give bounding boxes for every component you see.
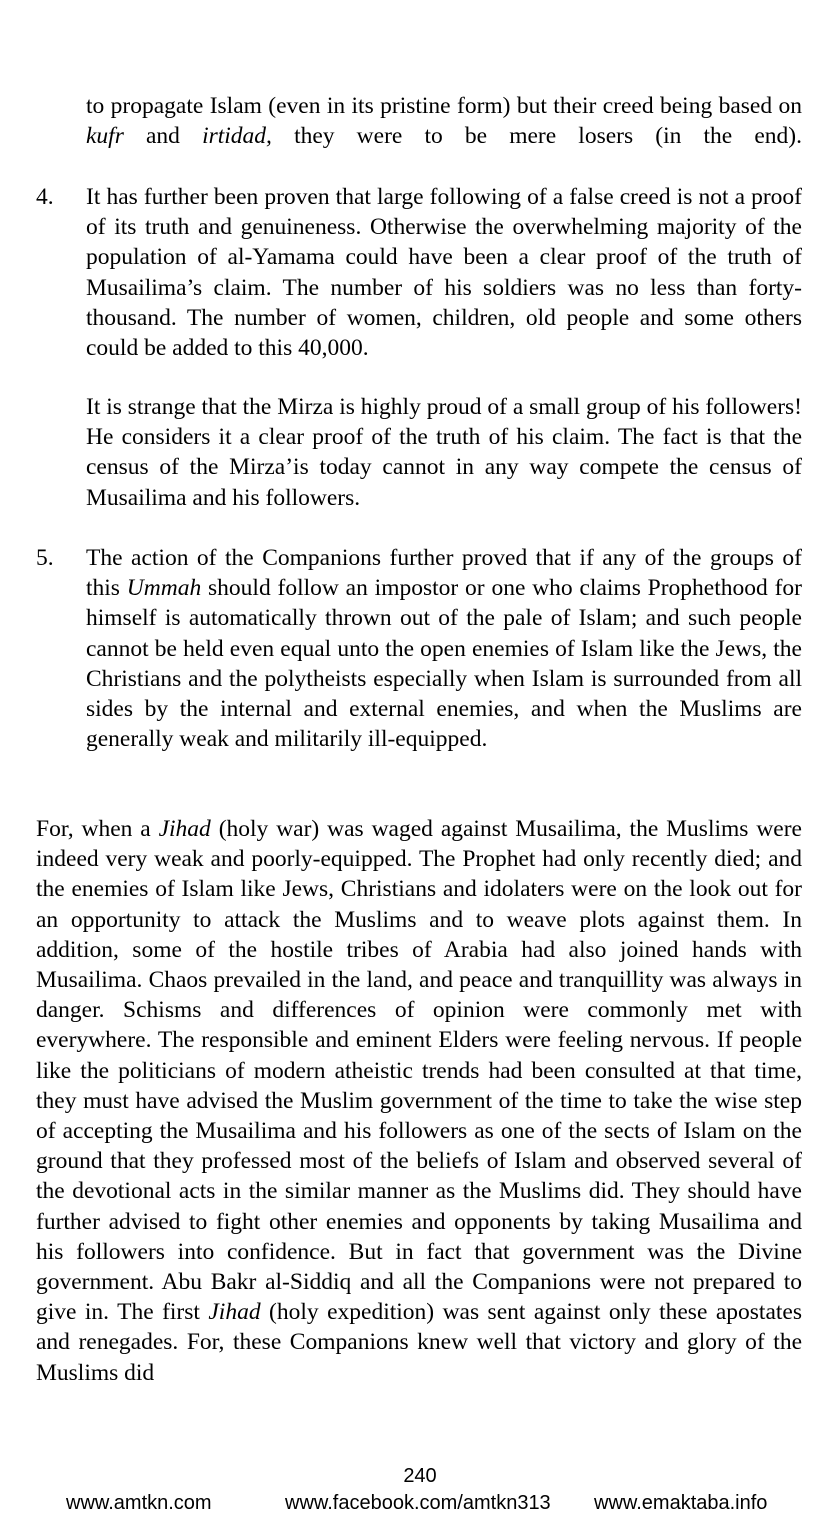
item-4-text: It has further been proven that large following of a false creed is not a proof of its truth and genuineness. Otherwise the overwhelming majority of the population of al-Yamama could have been a clear proof of the truth of Musailima’s claim. The number of his soldiers was no less than forty-thousand. The number of women, children, old people and some others could be added to this 40,000. [86, 184, 802, 362]
main-text-3: (holy expedition) was sent against only these apostates and renegades. For, these Companions knew well that victory and glory of the Muslims did [36, 1299, 802, 1386]
item-4-continuation: It is strange that the Mirza is highly proud of a small group of his followers! He considers it a clear proof of the truth of his claim. The fact is that the census of the Mirza’is today cannot in any way compete the census of Musailima and his followers. [86, 394, 802, 511]
item-4-number: 4. [36, 184, 54, 210]
continued-text-and: and [123, 123, 203, 150]
continued-paragraph [86, 91, 802, 151]
page-number: 240 [403, 1465, 437, 1487]
main-text-1: For, when a [36, 816, 159, 842]
footer-link-facebook[interactable]: www.facebook.com/amtkn313 [285, 1492, 551, 1514]
item-5-text-2: should follow an impostor or one who claims Prophethood for himself is automatically thrown out of the pale of Islam; and such people cannot be held even equal unto the open enemies of Islam like the Jews, the Christians and the polytheists especially when Islam is surrounded from all sides by the internal and external enemies, and when the Muslims are generally weak and militarily ill-equipped. [86, 575, 802, 753]
item-5-text-1: The action of the Companions further proved that if any of the groups of this [86, 545, 802, 602]
term-kufr: kufr [86, 123, 124, 150]
term-ummah: Ummah [126, 575, 202, 602]
item-5-text [86, 543, 802, 754]
item-5-number: 5. [36, 545, 54, 571]
main-text-2: (holy war) was waged against Musailima, the Muslims were indeed very weak and poorly-equipped. The Prophet had only recently died; and the enemies of Islam like Jews, Christians and idolaters were on the look out for an opportunity to attack the Muslims and to weave plots against them. In addition, some of the hostile tribes of Arabia had also joined hands with Musailima. Chaos prevailed in the land, and peace and tranquillity was always in danger. Schisms and differences of opinion were commonly met with everywhere. The responsible and eminent Elders were feeling nervous. If people like the politicians of modern atheistic trends had been consulted at that time, they must have advised the Muslim government of the time to take the wise step of accepting the Musailima and his followers as one of the sects of Islam on the ground that they professed most of the beliefs of Islam and observed several of the devotional acts in the similar manner as the Muslims did. They should have further advised to fight other enemies and opponents by taking Musailima and his followers into confidence. But in fact that government was the Divine government. Abu Bakr al-Siddiq and all the Companions were not prepared to give in. The first [36, 816, 802, 1326]
term-irtidad: irtidad, [202, 123, 272, 150]
term-jihad-2: Jihad [208, 1299, 261, 1326]
term-jihad-1: Jihad [158, 816, 211, 842]
continued-text-1: to propagate Islam (even in its pristine form) but their creed being based on [86, 93, 802, 119]
main-paragraph [36, 814, 802, 1388]
footer-link-emaktaba[interactable]: www.emaktaba.info [594, 1492, 768, 1514]
footer-link-amtkn[interactable]: www.amtkn.com [66, 1492, 212, 1514]
continued-text-2: they were to be mere losers (in the end). [271, 123, 802, 150]
